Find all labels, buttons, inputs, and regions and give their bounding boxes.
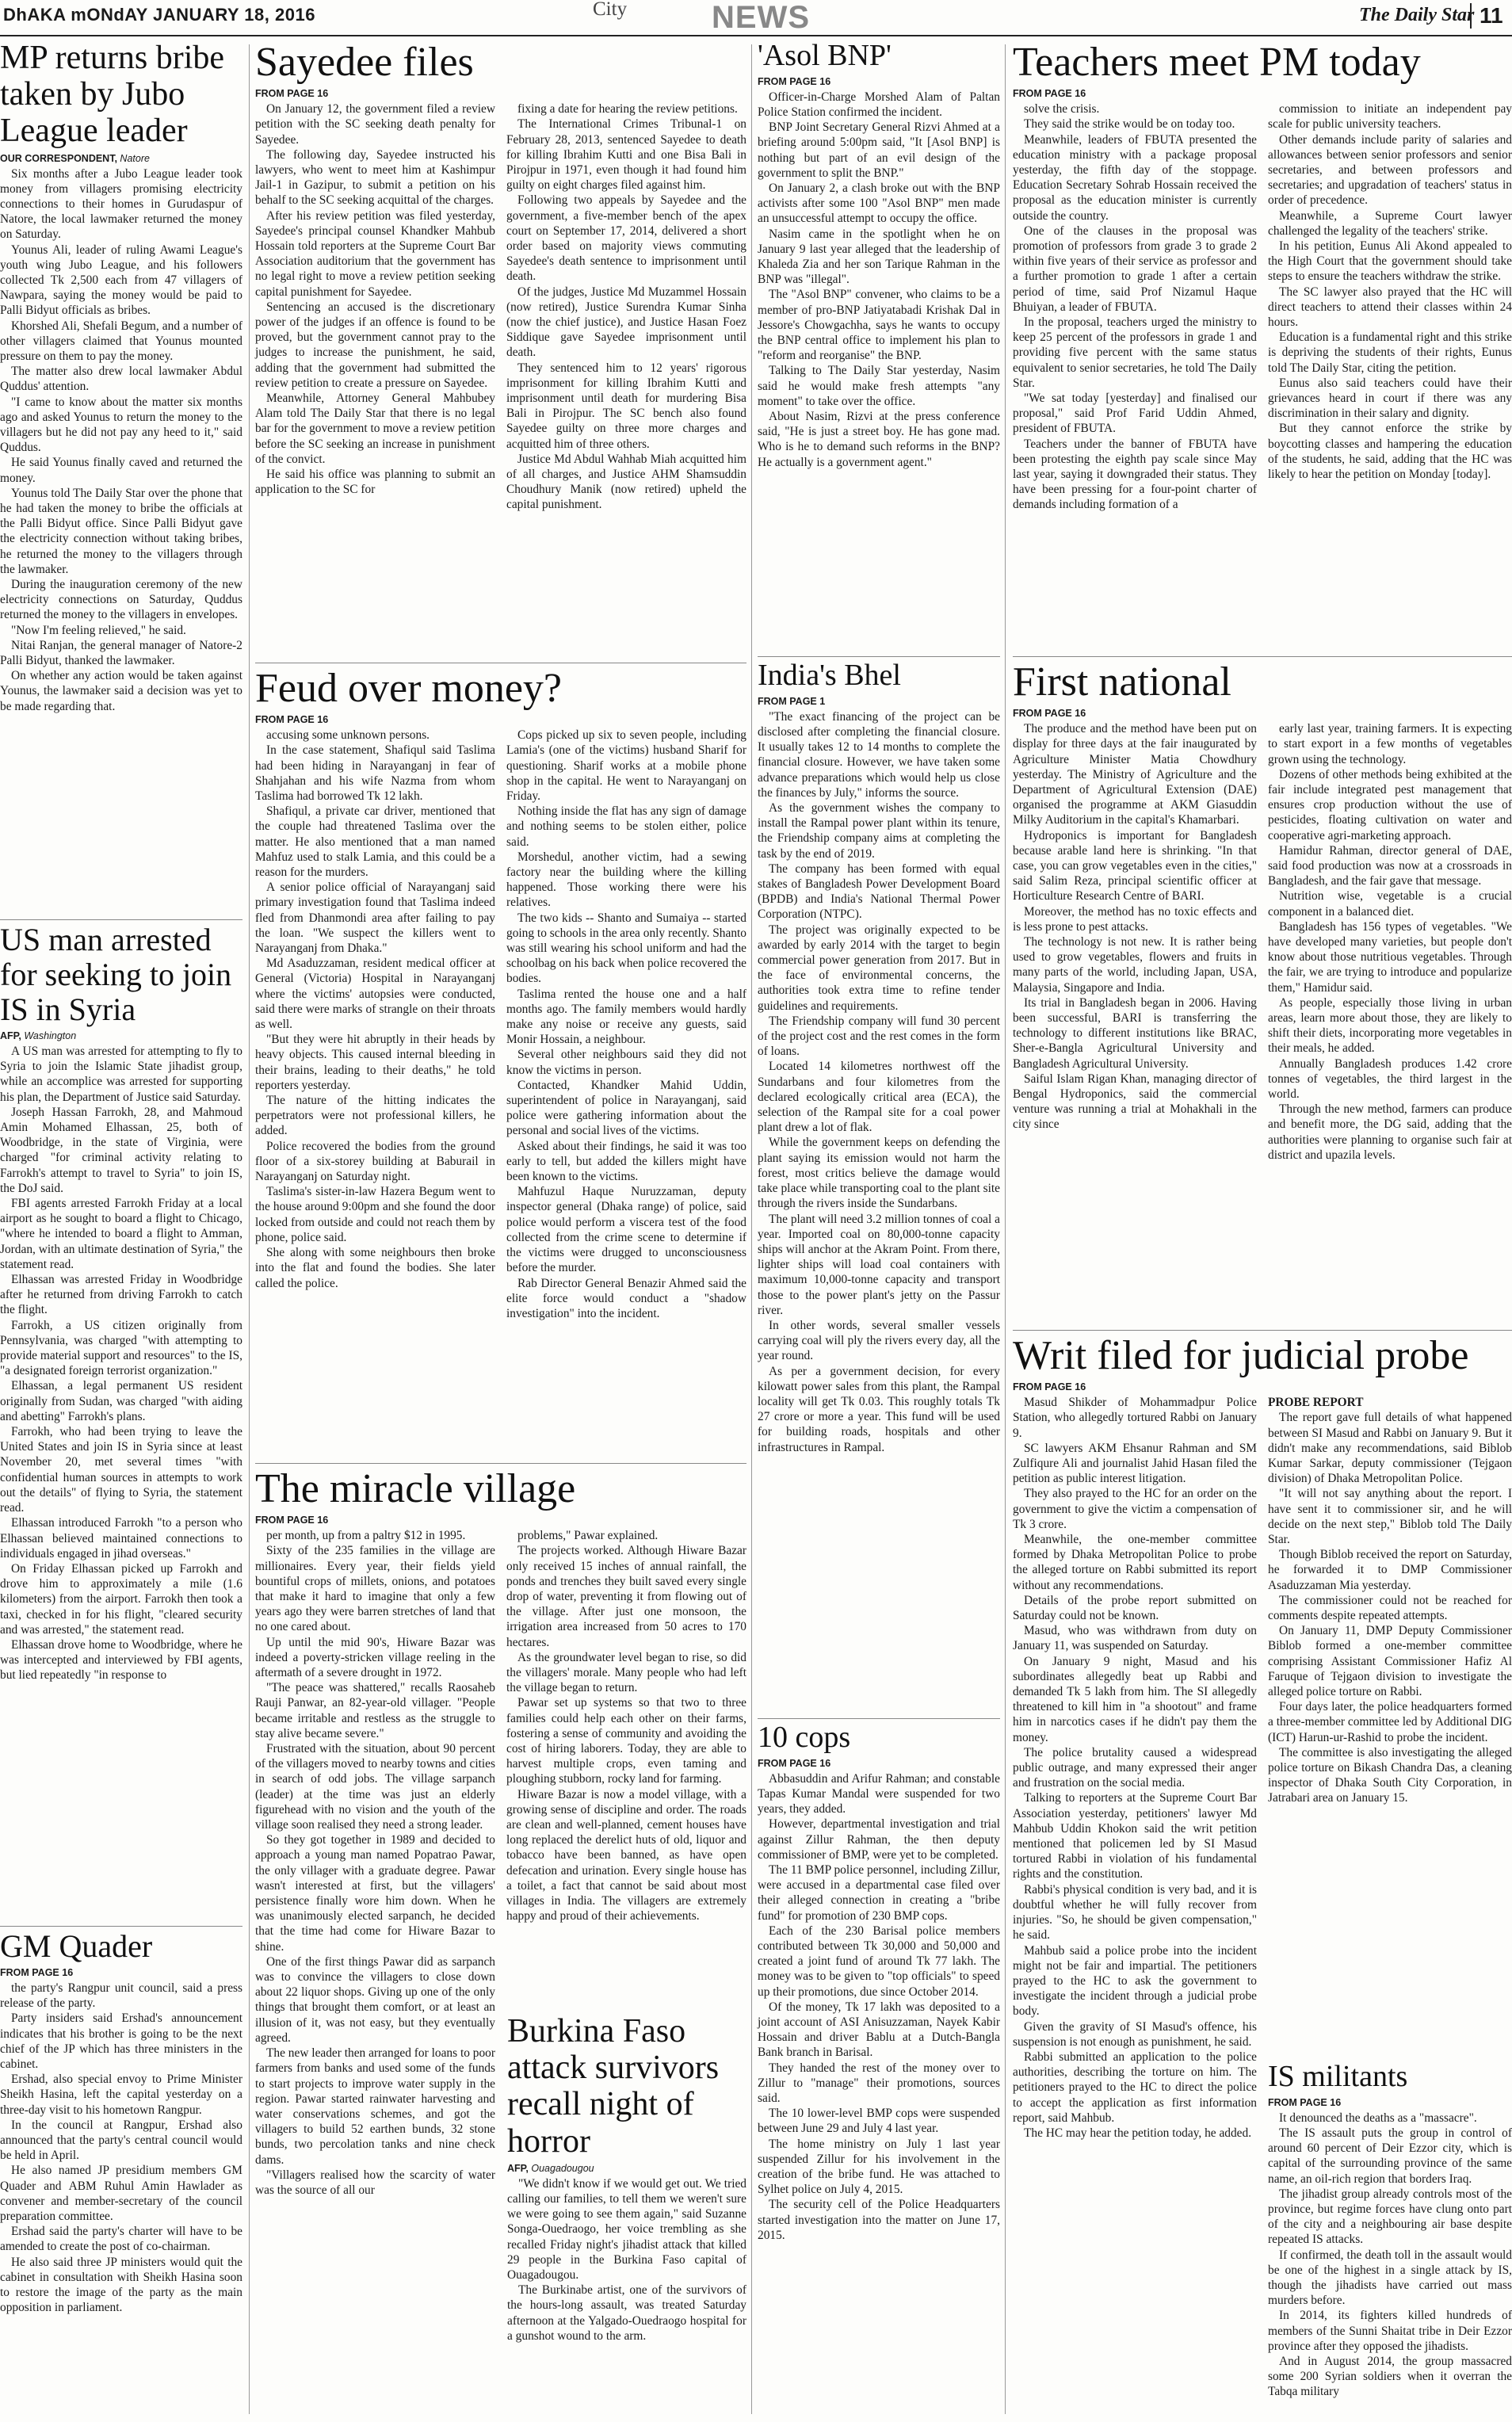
story-ten-cops (758, 1721, 1000, 2414)
headline: IS militants (1268, 2060, 1408, 2093)
paragraph: Eunus also said teachers could have their grievances heard in court if there was any discrimination in their salary and dignity. (1268, 376, 1512, 421)
paragraph: Elhassan introduced Farrokh "to a person who Elhassan believed maintained connections to individuals engaged in jihad overseas." (0, 1516, 242, 1561)
paragraph: The "Asol BNP" convener, who claims to be a member of pro-BNP Jatiyatabadi Krishak Dal in Jessore's Chowgachha, says he wants to occupy the BNP central office to implement his plan to "reform and reorganise" the BNP. (758, 288, 1000, 363)
paragraph: Nasim came in the spotlight when he on January 9 last year alleged that the leadership of Khaleda Zia and her son Tarique Rahman in the BNP was "illegal". (758, 227, 1000, 287)
story-body (1268, 2111, 1512, 2400)
paragraph: Cops picked up six to seven people, including Lamia's (one of the victims) husband Sharif for questioning. Sharif works at a mobile phone shop in the capital. He went to Narayanganj on Friday. (506, 728, 746, 803)
paper-name: The Daily Star (1359, 5, 1475, 25)
paragraph: Rabbi's physical condition is very bad, and it is doubtful whether he will fully recover from injuries. "So, he should be given compensation," he said. (1013, 1882, 1257, 1943)
paragraph: Its trial in Bangladesh began in 2006. Having been successful, BARI is transferring the technology to different institutions like BRAC, Sher-e-Bangla Agricultural University and Bangladesh Agricultural University. (1013, 995, 1257, 1071)
text-column (0, 1981, 242, 2315)
paragraph: They handed the rest of the money over to Zillur to "manage" their promotions, sources said. (758, 2061, 1000, 2106)
paragraph: If confirmed, the death toll in the assault would be one of the highest in a single attack by IS, though the jihadists have carried out mass murders before. (1268, 2248, 1512, 2308)
text-column (1013, 721, 1257, 1163)
paragraph: The company has been formed with equal stakes of Bangladesh Power Development Board (BPDB) and India's National Thermal Power Corporation (NTPC). (758, 861, 1000, 922)
headline: Feud over money? (255, 666, 563, 711)
byline-text: AFP, (507, 2162, 529, 2174)
paragraph: Nitai Ranjan, the general manager of Natore-2 Palli Bidyut, thanked the lawmaker. (0, 638, 242, 668)
text-column (255, 101, 495, 512)
paragraph: Moreover, the method has no toxic effects and is less prone to pest attacks. (1013, 904, 1257, 934)
paragraph: On Friday Elhassan picked up Farrokh and drove him to approximately a mile (1.6 kilometers) from the airport. Farrokh then took a taxi, checked in for his flight, "cleared security and was arrested," the statement read. (0, 1561, 242, 1637)
paragraph: Police recovered the bodies from the ground floor of a six-storey building at Baburail in Narayanganj on Saturday night. (255, 1139, 495, 1184)
paragraph: Meanwhile, Attorney General Mahbubey Alam told The Daily Star that there is no legal bar for the government to move a review petition before the SC seeking an increase in punishment of the convict. (255, 392, 495, 466)
paragraph: The produce and the method have been put on display for three days at the fair inaugurated by Agriculture Minister Matia Chowdhury yesterday. The Ministry of Agriculture and the Department of Agricultural Extension (DAE) organised the programme at AKM Giasuddin Milky Auditorium in the capital's Khamarbari. (1013, 722, 1257, 827)
paragraph: The International Crimes Tribunal-1 on February 28, 2013, sentenced Sayedee to death for killing Ibrahim Kutti and one Bisa Bali in Pirojpur in 1971, even though it had found him guilty on eight charges filed against him. (506, 117, 746, 193)
paragraph: "Villagers realised how the scarcity of water was the source of all our (255, 2168, 495, 2197)
story-body (507, 2176, 746, 2344)
byline (255, 714, 746, 725)
byline (1013, 1381, 1512, 1392)
text-column (255, 728, 495, 1321)
text-column (1013, 1395, 1257, 2141)
paragraph: Following two appeals by Sayedee and the government, a five-member bench of the apex court on September 17, 2014, delivered a short order based on majority views commuting Sayedee's death sentence to imprisonment until death. (506, 193, 746, 284)
text-column (1268, 2111, 1512, 2400)
paragraph: Officer-in-Charge Morshed Alam of Paltan Police Station confirmed the incident. (758, 90, 1000, 119)
paragraph: Up until the mid 90's, Hiware Bazar was indeed a poverty-stricken village reeling in the aftermath of a severe drought in 1972. (255, 1635, 495, 1680)
paragraph: BNP Joint Secretary General Rizvi Ahmed at a briefing around 5:00pm said, "It [Asol BNP] is nothing but part of an evil design of the government to split the BNP." (758, 120, 1000, 180)
byline-text: FROM PAGE 16 (758, 1757, 831, 1769)
paragraph: The security cell of the Police Headquarters started investigation into the matter on June 17, 2015. (758, 2198, 1000, 2242)
paragraph: Farrokh, who had been trying to leave the United States and join IS in Syria since at least November 20, met several times "with confidential human sources in attempts to work out the details" of flying to Syria, the statement read. (0, 1425, 242, 1515)
paragraph: The plant will need 3.2 million tonnes of coal a year. Imported coal on 80,000-tonne capacity ships will anchor at the Akram Point. From there, lighter ships will load coal containers with maximum 10,000-tonne capacity and transport those to the power plant's jetty on the Passur river. (758, 1212, 1000, 1317)
story-teachers-meet-pm (1013, 40, 1512, 651)
paragraph: The IS assault puts the group in control of around 60 percent of Deir Ezzor city, which is capital of the surrounding province of the same name, an oil-rich region that borders Iraq. (1268, 2126, 1512, 2186)
paragraph: Nothing inside the flat has any sign of damage and nothing seems to be stolen either, police said. (506, 804, 746, 849)
city-label: City (593, 0, 628, 20)
paragraph: He said his office was planning to submit an application to the SC for (255, 468, 495, 497)
headline: The miracle village (255, 1466, 576, 1511)
text-column (506, 101, 746, 512)
text-column (506, 728, 746, 1321)
paragraph: However, departmental investigation and trial against Zillur Rahman, the then deputy commissioner of BMP, were yet to be completed. (758, 1817, 1000, 1862)
byline (758, 1758, 1000, 1769)
paragraph: early last year, training farmers. It is expecting to start export in a few months of vegetables grown using the technology. (1268, 722, 1512, 766)
paragraph: Meanwhile, leaders of FBUTA presented the education ministry with a package proposal yesterday, the fifth day of the stoppage. Education Secretary Sohrab Hossain received the proposal as the education minister is currently outside the country. (1013, 132, 1257, 223)
paragraph: Located 14 kilometres northwest off the Sundarbans and four kilometres from the declared ecologically critical area (ECA), the selection of the Rampal site for a coal power plant drew a lot of flak. (758, 1060, 1000, 1135)
section-label: NEWS (712, 0, 810, 35)
paragraph: Joseph Hassan Farrokh, 28, and Mahmoud Amin Mohamed Elhassan, 25, both of Woodbridge, in the state of Virginia, were charged "for criminal activity relating to Farrokh's attempt to travel to Syria" to join IS, the DoJ said. (0, 1105, 242, 1195)
paragraph: Younus told The Daily Star over the phone that he had taken the money to bribe the officials at the Palli Bidyut office. Since Palli Bidyut gave the electricity connection without taking bribes, he returned the money to the villagers through the lawmaker. (0, 486, 242, 576)
paragraph: The following day, Sayedee instructed his lawyers, who went to meet him at Kashimpur Jail-1 in Gazipur, to submit a petition on his behalf to the SC seeking acquittal of the charges. (255, 147, 495, 208)
story-body (758, 90, 1000, 470)
paragraph: Hiware Bazar is now a model village, with a growing sense of discipline and order. The roads are clean and well-planned, cement houses have long replaced the derelict huts of old, liquor and tobacco have been banned, as have open defecation and urination. Every single house has a toilet, a fact that cannot be said about most villages in India. The villagers are extremely happy and proud of their achievements. (506, 1787, 746, 1923)
paragraph: In the proposal, teachers urged the ministry to keep 25 percent of the professors in grade 1 and providing five percent with the same status equivalent to senior secretaries, he told The Daily Star. (1013, 315, 1257, 390)
paragraph: The 11 BMP police personnel, including Zillur, were accused in a departmental case filed over their alleged connection in creating a "bribe fund" for promotion of 230 BMP cops. (758, 1863, 1000, 1923)
paragraph: PROBE REPORT (1268, 1396, 1364, 1410)
paragraph: On January 12, the government filed a review petition with the SC seeking death penalty for Sayedee. (255, 102, 495, 147)
paragraph: "It will not say anything about the report. I have sent it to commissioner sir, and he will decide on the next step," Biblob told The Daily Star. (1268, 1487, 1512, 1547)
paragraph: Hamidur Rahman, director general of DAE, said food production was now at a crossroads in Bangladesh, and the fair gave that message. (1268, 843, 1512, 888)
paragraph: Taslima's sister-in-law Hazera Begum went to the house around 9:00pm and she found the door locked from outside and could not reach them by phone, police said. (255, 1185, 495, 1244)
byline (1013, 88, 1512, 99)
paragraph: He said Younus finally caved and returned the money. (0, 456, 242, 485)
headline: India's Bhel (758, 659, 901, 692)
paragraph: One of the clauses in the proposal was promotion of professors from grade 3 to grade 2 within five years of their service as professor and a further promotion to grade 1 after a certain period of time, said Prof Nizamul Haque Bhuiyan, a leader of FBUTA. (1013, 223, 1257, 314)
paragraph: Each of the 230 Barisal police members contributed between Tk 30,000 and 50,000 and created a joint fund of around Tk 77 lakh. The money was to be given to "top officials" to speed up their promotions, due since October 2014. (758, 1923, 1000, 1999)
paragraph: One of the first things Pawar did as sarpanch was to convince the villagers to close down about 22 liquor shops. Giving up one of the only things that brought them comfort, or at least an illusion of it, was not easy, but they eventually agreed. (255, 1954, 495, 2045)
paragraph: They sentenced him to 12 years' rigorous imprisonment for killing Ibrahim Kutti and imprisonment until death for murdering Bisa Bali in Pirojpur. The SC bench also found Sayedee guilty on three more charges and acquitted him of three others. (506, 361, 746, 451)
story-india-bhel (758, 659, 1000, 1713)
paragraph: Talking to reporters at the Supreme Court Bar Association yesterday, petitioners' lawyer Md Mahbub Uddin Khokon said the writ petition mentioned that policemen led by SI Masud tortured Rabbi in violation of his fundamental rights and the constitution. (1013, 1791, 1257, 1881)
story-asol-bnp (758, 40, 1000, 651)
story-body (1013, 1395, 1512, 2141)
paragraph: As people, especially those living in urban areas, learn more about those, they are likely to shift their diets, incorporating more vegetables in their meals, he added. (1268, 995, 1512, 1056)
paragraph: Of the money, Tk 17 lakh was deposited to a joint account of ASI Anisuzzaman, Nayek Kabir Hossain and driver Bablu at a Dutch-Bangla Bank branch in Barisal. (758, 2000, 1000, 2060)
paragraph: Teachers under the banner of FBUTA have been protesting the eighth pay scale since May last year, saying it downgraded their status. They have been pressing for a four-point charter of demands including formation of a (1013, 437, 1257, 512)
paragraph: Rab Director General Benazir Ahmed said the elite force would conduct a "shadow investigation" into the incident. (506, 1276, 746, 1320)
paragraph: "The peace was shattered," recalls Raosaheb Rauji Panwar, an 82-year-old villager. "People became irritable and restless as the struggle to stay alive became severe." (255, 1681, 495, 1740)
byline-text: FROM PAGE 16 (255, 714, 329, 726)
paragraph: The HC may hear the petition today, he added. (1024, 2126, 1252, 2140)
paragraph: The two kids -- Shanto and Sumaiya -- started going to schools in the area only recently. Shanto was still wearing his school uniform and had the schoolbag on his back when police recovered the bodies. (506, 911, 746, 986)
text-column (1268, 1395, 1512, 2141)
paragraph: In other words, several smaller vessels carrying coal will ply the rivers every day, all the year round. (758, 1318, 1000, 1363)
paragraph: The project was originally expected to be awarded by early 2014 with the target to begin commercial power generation from 2017. But in the face of environmental concerns, the authorities took extra time to refine tender guidelines and requirements. (758, 923, 1000, 1013)
byline (255, 1515, 746, 1526)
paragraph: Of the judges, Justice Md Muzammel Hossain (now retired), Justice Surendra Kumar Sinha (now the chief justice), and Justice Hasan Foez Siddique gave Sayedee imprisonment until death. (506, 285, 746, 360)
paragraph: The committee is also investigating the alleged police torture on Bikash Chandra Das, a cleaning inspector of Dhaka South City Corporation, in Jatrabari area on January 15. (1268, 1745, 1512, 1805)
paragraph: Justice Md Abdul Wahhab Miah acquitted him of all charges, and Justice AHM Shamsuddin Choudhury Manik (now retired) upheld the capital punishment. (506, 452, 746, 512)
paragraph: The SC lawyer also prayed that the HC will direct teachers to attend their classes within 24 hours. (1268, 285, 1512, 330)
headline: MP returns bribe taken by Jubo League leader (0, 40, 225, 150)
byline-text: FROM PAGE 1 (758, 695, 826, 707)
paragraph: accusing some unknown persons. (266, 728, 430, 743)
story-body (255, 101, 746, 512)
paragraph: problems," Pawar explained. (517, 1529, 659, 1543)
byline-text: FROM PAGE 16 (758, 75, 831, 87)
story-burkina-faso (507, 2013, 746, 2414)
paragraph: On January 2, a clash broke out with the BNP activists after some 100 "Asol BNP" men made an unsuccessful attempt to occupy the office. (758, 181, 1000, 226)
paragraph: "The exact financing of the project can be disclosed after completing the financial closure. It usually takes 12 to 14 months to complete the financial closure. However, we have taken some advance preparations which would help us close the finances by July," informs the source. (758, 709, 1000, 800)
paragraph: Masud, who was withdrawn from duty on January 11, was suspended on Saturday. (1013, 1624, 1257, 1653)
byline (758, 696, 1000, 707)
headline: 10 cops (758, 1721, 851, 1754)
headline: Burkina Faso attack survivors recall night of horror (507, 2013, 720, 2160)
story-feud-over-money (255, 666, 746, 1458)
paragraph: During the inauguration ceremony of the new electricity connections on Saturday, Quddus returned the money to the villagers in envelopes. (0, 578, 242, 622)
paragraph: He also named JP presidium members GM Quader and ABM Ruhul Amin Hawlader as convener and member-secretary of the council preparation committee. (0, 2164, 242, 2224)
headline: Teachers meet PM today (1013, 40, 1421, 85)
paragraph: Education is a fundamental right and this strike is depriving the students of their rights, Eunus told The Daily Star, citing the petition. (1268, 330, 1512, 375)
column-rule (751, 44, 752, 2414)
headline: Writ filed for judicial probe (1013, 1333, 1469, 1378)
paragraph: About Nasim, Rizvi at the press conference said, "He is just a street boy. He has gone mad. Who is he to demand such reforms in the BNP? He actually is a government agent." (758, 410, 1000, 469)
column-rule (249, 44, 250, 2414)
paragraph: And in August 2014, the group massacred some 200 Syrian soldiers when it overran the Tabqa military (1268, 2355, 1512, 2399)
text-column (1268, 721, 1512, 1163)
paragraph: It denounced the deaths as a "massacre". (1279, 2111, 1477, 2125)
paragraph: Six months after a Jubo League leader took money from villagers promising electricity connections to their homes in Gurudaspur of Natore, the local lawmaker returned the money on Saturday. (0, 166, 242, 242)
byline-text: FROM PAGE 16 (1013, 1381, 1086, 1393)
story-body (758, 709, 1000, 1455)
paragraph: "We sat today [yesterday] and finalised our proposal," said Prof Farid Uddin Ahmed, president of FBUTA. (1013, 392, 1257, 436)
story-body (1013, 101, 1512, 512)
text-column (507, 2176, 746, 2344)
paragraph: Abbasuddin and Arifur Rahman; and constable Tapas Kumar Mandal were suspended for two years, they added. (758, 1771, 1000, 1816)
paragraph: Contacted, Khandker Mahid Uddin, superintendent of police in Narayanganj, said police were gathering information about the personal and social lives of the victims. (506, 1078, 746, 1138)
paragraph: The report gave full details of what happened between SI Masud and Rabbi on January 9. But it didn't make any recommendations, said Biblob Kumar Sarkar, deputy commissioner (Tejgaon division) of Dhaka Metropolitan Police. (1268, 1411, 1512, 1486)
paragraph: Mahfuzul Haque Nuruzzaman, deputy inspector general (Dhaka range) of police, said police would perform a viscera test of the food collected from the crime scene to determine if the victims were drugged to unconsciousness before the murder. (506, 1185, 746, 1275)
story-body (758, 1771, 1000, 2243)
story-body (0, 166, 242, 714)
text-column (255, 1528, 495, 2198)
paragraph: Nutrition wise, vegetable is a crucial component in a balanced diet. (1268, 889, 1512, 919)
byline-text: FROM PAGE 16 (255, 1515, 329, 1526)
paragraph: The police brutality caused a widespread public outrage, and many expressed their anger and frustration on the social media. (1013, 1745, 1257, 1790)
paragraph: Morshedul, another victim, had a sewing factory near the building where the killing happened. Those working there were his relatives. (506, 850, 746, 910)
paragraph: Given the gravity of SI Masud's offence, his suspension is not enough as punishment, he said. (1013, 2019, 1257, 2049)
byline-text: FROM PAGE 16 (1013, 708, 1086, 720)
paragraph: The commissioner could not be reached for comments despite repeated attempts. (1268, 1593, 1512, 1623)
paragraph: SC lawyers AKM Ehsanur Rahman and SM Zulfiqure Ali and journalist Jahid Hasan filed the petition as public interest litigation. (1013, 1441, 1257, 1486)
paragraph: Saiful Islam Rigan Khan, managing director of Bengal Hydroponics, said the commercial venture was running a trial at Mohakhali in the city since (1013, 1072, 1257, 1132)
byline-text: OUR CORRESPONDENT, (0, 152, 117, 164)
headline: Sayedee files (255, 40, 474, 85)
paragraph: As the government wishes the company to install the Rampal power plant within its tenure, the Friendship company aims at completing the task by the end of 2019. (758, 801, 1000, 861)
story-body (255, 728, 746, 1321)
paragraph: fixing a date for hearing the review petitions. (517, 102, 738, 117)
byline (758, 76, 1000, 87)
byline-text: AFP, (0, 1030, 21, 1041)
masthead (0, 0, 1512, 36)
paragraph: But they cannot enforce the strike by boycotting classes and hampering the education of the students, he said, adding that the HC was likely to hear the petition on Monday [today]. (1268, 422, 1512, 482)
paragraph: Farrokh, a US citizen originally from Pennsylvania, was charged "with attempting to provide material support and resources" to the IS, "a designated foreign terrorist organization." (0, 1318, 242, 1378)
story-body (0, 1044, 242, 1683)
paragraph: Younus Ali, leader of ruling Awami League's youth wing Jubo League, and his followers collected Tk 2,500 each from 47 villagers of Nawpara, saying the money would be paid to Palli Bidyut officials as bribes. (0, 243, 242, 318)
paragraph: On whether any action would be taken against Younus, the lawmaker said a decision was yet to be made regarding that. (0, 669, 242, 713)
text-column (0, 166, 242, 714)
paragraph: Hydroponics is important for Bangladesh because arable land here is shrinking. "In that case, you can grow vegetables even in the cities," said Salim Reza, principal scientific officer at Horticulture Research Centre of BARI. (1013, 828, 1257, 903)
story-sayedee-files (255, 40, 746, 658)
headline: First national (1013, 659, 1231, 705)
paragraph: Md Asaduzzaman, resident medical officer at General (Victoria) Hospital in Narayanganj where the victims' autopsies were conducted, said there were marks of strangle on their throats as well. (255, 957, 495, 1032)
paragraph: Dozens of other methods being exhibited at the fair include integrated pest management that ensures crop production without the use of pesticides, floating cultivation on water and cooperative agri-marketing approach. (1268, 767, 1512, 842)
byline (0, 1967, 242, 1978)
paragraph: The home ministry on July 1 last year suspended Zillur for his involvement in the creation of the bribe fund. He was attached to Sylhet police on July 4, 2015. (758, 2137, 1000, 2197)
paragraph: After his review petition was filed yesterday, Sayedee's principal counsel Khandker Mahbub Hossain told reporters at the Supreme Court Bar Association auditorium that the government has no legal right to move a review petition seeking capital punishment for Sayedee. (255, 208, 495, 299)
paragraph: Annually Bangladesh produces 1.42 crore tonnes of vegetables, the third largest in the world. (1268, 1056, 1512, 1102)
column-rule (1005, 44, 1006, 2414)
paragraph: On January 9 night, Masud and his subordinates allegedly beat up Rabbi and demanded Tk 5 lakh from him. The SI allegedly threatened to kill him in "a shootout" and frame him in narcotics cases if he didn't pay them the money. (1013, 1654, 1257, 1744)
paragraph: Elhassan was arrested Friday in Woodbridge after he returned from driving Farrokh to catch the flight. (0, 1273, 242, 1317)
paragraph: In his petition, Eunus Ali Akond appealed to the High Court that the government should take steps to ensure the teachers withdraw the strike. (1268, 239, 1512, 284)
paragraph: "I came to know about the matter six months ago and asked Younus to return the money to the villagers but he did not pay any heed to it," said Quddus. (0, 395, 242, 455)
paragraph: The matter also drew local lawmaker Abdul Quddus' attention. (0, 365, 242, 394)
paragraph: As per a government decision, for every kilowatt power sales from this plant, the Rampal locality will get Tk 0.03. This roughly totals Tk 27 crore or more a year. This fund will be used for building roads, hospitals and other infrastructures in Rampal. (758, 1364, 1000, 1454)
text-column (758, 709, 1000, 1455)
story-body (0, 1981, 242, 2315)
paragraph: Sentencing an accused is the discretionary power of the judges if an offence is found to be proved, but the government cannot pray to the judges to increase the punishment, he said, adding that the government had submitted the review petition to create a pressure on Sayedee. (255, 300, 495, 390)
headline: 'Asol BNP' (758, 39, 892, 72)
byline-text: FROM PAGE 16 (255, 88, 329, 100)
paragraph: the party's Rangpur unit council, said a press release of the party. (0, 1981, 242, 2011)
headline: GM Quader (0, 1928, 153, 1964)
paragraph: Four days later, the police headquarters formed a three-member committee led by Additional DIG (ICT) Harun-ur-Rashid to probe the incident. (1268, 1700, 1512, 1744)
story-mp-bribe (0, 40, 242, 915)
paragraph: A US man was arrested for attempting to fly to Syria to join the Islamic State jihadist group, while an accomplice was arrested for supporting his plan, the Department of Justice said Saturday. (0, 1045, 242, 1104)
paragraph: Meanwhile, a Supreme Court lawyer challenged the legality of the teachers' strike. (1268, 208, 1512, 238)
paragraph: The new leader then arranged for loans to poor farmers from banks and used some of the funds to start projects to improve water supply in the region. Pawar started rainwater harvesting and water conservations schemes, and got the villagers to build 52 earthen bunds, 32 stone bunds, two percolation tanks and nine check dams. (255, 2046, 495, 2167)
byline-text: FROM PAGE 16 (1013, 88, 1086, 100)
paragraph: Several other neighbours said they did not know the victims in person. (506, 1048, 746, 1077)
paragraph: The projects worked. Although Hiware Bazar only received 15 inches of annual rainfall, the ponds and trenches they built saved every single drop of water, preventing it from flowing out of the village. After just one monsoon, the irrigation area increased from 50 acres to 170 hectares. (506, 1544, 746, 1649)
paragraph: As the groundwater level began to rise, so did the villagers' morale. Many people who had left the village began to return. (506, 1650, 746, 1695)
paragraph: Frustrated with the situation, about 90 percent of the villagers moved to nearby towns and cities in search of odd jobs. The village sarpanch (leader) at the time was just an elderly figurehead with no vision and the youth of the village soon realised they need a strong leader. (255, 1742, 495, 1832)
paragraph: So they got together in 1989 and decided to approach a young man named Popatrao Pawar, the only villager with a graduate degree. Pawar wasn't interested at first, but the villagers' persistence finally wore him down. When he was unanimously elected sarpanch, he decided that the time had come for Hiware Bazar to shine. (255, 1833, 495, 1954)
paragraph: Asked about their findings, he said it was too early to tell, but added the killers might have been known to the victims. (506, 1139, 746, 1184)
byline (1268, 2097, 1512, 2108)
text-column (1268, 101, 1512, 512)
page-number: 11 (1470, 3, 1503, 29)
paragraph: He also said three JP ministers would quit the cabinet in consultation with Sheikh Hasina soon to restore the image of the party as the main opposition in parliament. (0, 2255, 242, 2315)
story-gm-quader (0, 1929, 242, 2414)
story-is-militants (1268, 2061, 1512, 2414)
paragraph: In the case statement, Shafiqul said Taslima had been hiding in Narayanganj in fear of Shahjahan and his wife Nazma from whom Taslima had borrowed Tk 12 lakh. (255, 743, 495, 803)
paragraph: Ershad, also special envoy to Prime Minister Sheikh Hasina, left the capital yesterday on a three-day visit to his hometown Rangpur. (0, 2072, 242, 2117)
paragraph: Through the new method, farmers can produce and benefit more, the DG said, adding that the authorities were planning to organise such fair at district and upazila levels. (1268, 1102, 1512, 1162)
paragraph: The Friendship company will fund 30 percent of the project cost and the rest comes in the form of loans. (758, 1014, 1000, 1059)
paragraph: solve the crisis. (1024, 102, 1100, 117)
paragraph: Though Biblob received the report on Saturday, he forwarded it to DMP Commissioner Asaduzzaman Mia yesterday. (1268, 1548, 1512, 1592)
dateline-place: Washington (24, 1030, 77, 1041)
text-column (758, 1771, 1000, 2243)
paragraph: FBI agents arrested Farrokh Friday at a local airport as he sought to board a flight to Chicago, "where he intended to board a flight to Amman, Jordan, with an ultimate destination of Syria," the statement read. (0, 1197, 242, 1271)
text-column (758, 90, 1000, 470)
paragraph: Talking to The Daily Star yesterday, Nasim said he would make fresh attempts "any moment" to take over the office. (758, 364, 1000, 408)
byline-text: FROM PAGE 16 (0, 1967, 74, 1978)
byline (0, 1030, 242, 1041)
paragraph: Bangladesh has 156 types of vegetables. "We have developed many varieties, but people don't know about those nutritious vegetables. Through the fair, we are trying to introduce and popularize them," Hamidur said. (1268, 919, 1512, 995)
paragraph: The jihadist group already controls most of the province, but regime forces have clung onto part of the city and a neighbouring air base despite repeated IS attacks. (1268, 2187, 1512, 2247)
paragraph: Elhassan drove home to Woodbridge, where he was intercepted and interviewed by FBI agents, but lied repeatedly "in response to (0, 1637, 242, 1683)
date-line: DhAKA mONdAY JANUARY 18, 2016 (3, 5, 315, 25)
paragraph: They also prayed to the HC for an order on the government to give the victim a compensation of Tk 3 crore. (1013, 1487, 1257, 1531)
paragraph: Other demands include parity of salaries and allowances between senior professors and senior secretaries, and between professors and secretaries; and upgradation of teachers' status in order of precedence. (1268, 132, 1512, 208)
paragraph: Khorshed Ali, Shefali Begum, and a number of other villagers claimed that Younus mounted pressure on them to pay the money. (0, 319, 242, 363)
text-column (0, 1044, 242, 1683)
paragraph: Mahbub said a police probe into the incident might not be fair and impartial. The petitioners prayed to the HC to ask the government to investigate the incident through a judicial probe body. (1013, 1943, 1257, 2019)
byline (0, 153, 242, 164)
paragraph: While the government keeps on defending the plant saying its emission would not harm the forest, most critics believe the damage would take place while transporting coal to the plant site through the rivers inside the Sundarbans. (758, 1136, 1001, 1211)
paragraph: The technology is not new. It is rather being used to grow vegetables, flowers and fruits in many parts of the world, including Japan, USA, Malaysia, Singapore and India. (1013, 935, 1257, 995)
byline (507, 2163, 746, 2174)
paragraph: Elhassan, a legal permanent US resident originally from Sudan, was charged "with aiding and abetting" Farrokh's plans. (0, 1379, 242, 1423)
paragraph: The Burkinabe artist, one of the survivors of the hours-long assault, was treated Saturday afternoon at the Yalgado-Ouedraogo hospital for a gunshot wound to the arm. (507, 2283, 746, 2343)
paragraph: "But they were hit abruptly in their heads by heavy objects. This caused internal bleeding in their brains, leading to their deaths," he told reporters yesterday. (255, 1033, 495, 1092)
paragraph: Shafiqul, a private car driver, mentioned that the couple had threatened Taslima over the matter. He also mentioned that a man named Mahfuz used to stalk Lamia, and this could be a reason for the murders. (255, 804, 495, 880)
paragraph: per month, up from a paltry $12 in 1995. (266, 1529, 466, 1543)
paragraph: Pawar set up systems so that two to three families could help each other on their farms, fostering a sense of community and avoiding the cost of hiring laborers. Today, they are able to harvest multiple crops, even taming and ploughing stubborn, rocky land for farming. (506, 1696, 746, 1786)
byline-text: FROM PAGE 16 (1268, 2096, 1342, 2108)
story-us-man-arrested (0, 923, 242, 1921)
paragraph: In 2014, its fighters killed hundreds of members of the Sunni Shaitat tribe in Deir Ezzor province after they opposed the jihadists. (1268, 2309, 1512, 2353)
dateline-place: Ouagadougou (531, 2162, 594, 2174)
paragraph: The nature of the hitting indicates the perpetrators were not professional killers, he added. (255, 1094, 495, 1138)
headline: US man arrested for seeking to join IS in Syria (0, 922, 232, 1027)
story-first-national (1013, 659, 1512, 1325)
paragraph: The 10 lower-level BMP cops were suspended between June 29 and July 4 last year. (758, 2107, 1000, 2136)
paragraph: Party insiders said Ershad's announcement indicates that his brother is going to be the next chief of the JP which has three ministers in the cabinet. (0, 2011, 242, 2072)
paragraph: commission to initiate an independent pay scale for public university teachers. (1268, 102, 1512, 132)
paragraph: Sixty of the 235 families in the village are millionaires. Every year, their fields yield bountiful crops of millets, onions, and potatoes that make it hard to imagine that only a few years ago they were barren stretches of land that no one cared about. (255, 1544, 495, 1634)
byline (1013, 708, 1512, 719)
paragraph: Meanwhile, the one-member committee formed by Dhaka Metropolitan Police to probe the alleged torture on Rabbi submitted its report without any recommendations. (1013, 1533, 1257, 1592)
paragraph: Ershad said the party's charter will have to be amended to create the post of co-chairman. (0, 2225, 242, 2254)
paragraph: In the council at Rangpur, Ershad also announced that the party's central council would be held in April. (0, 2118, 242, 2163)
paragraph: Taslima rented the house one and a half months ago. The family members would hardly make any noise or receive any guests, said Monir Hossain, a neighbour. (506, 987, 746, 1047)
paragraph: Details of the probe report submitted on Saturday could not be known. (1013, 1593, 1257, 1623)
text-column (1013, 101, 1257, 512)
story-body (1013, 721, 1512, 1163)
paragraph: They said the strike would be on today too. (1024, 117, 1235, 132)
paragraph: On January 11, DMP Deputy Commissioner Biblob formed a one-member committee comprising Assistant Commissioner Hafiz Al Faruque of Tejgaon division to investigate the alleged police torture on Rabbi. (1268, 1624, 1512, 1699)
paragraph: "We didn't know if we would get out. We tried calling our families, to tell them we weren't sure we were going to see them again," said Suzanne Songa-Ouedraogo, her voice trembling as she recalled Friday night's jihadist attack that killed 29 people in the Burkina Faso capital of Ouagadougou. (507, 2176, 746, 2282)
paragraph: She along with some neighbours then broke into the flat and found the bodies. She later called the police. (255, 1246, 495, 1290)
dateline-place: Natore (120, 152, 150, 164)
paragraph: Rabbi submitted an application to the police authorities, describing the torture on him. The petitioners prayed to the HC to direct the police to accept the application as first information report, said Mahbub. (1013, 2050, 1257, 2125)
paragraph: "Now I'm feeling relieved," he said. (11, 623, 186, 637)
paragraph: Masud Shikder of Mohammadpur Police Station, who allegedly tortured Rabbi on January 9. (1013, 1396, 1257, 1440)
byline (255, 88, 746, 99)
paragraph: A senior police official of Narayanganj said primary investigation found that Taslima indeed fled from Dhanmondi area after failing to pay the loan. "We suspect the killers went to Narayanganj from Dhaka." (255, 881, 495, 956)
